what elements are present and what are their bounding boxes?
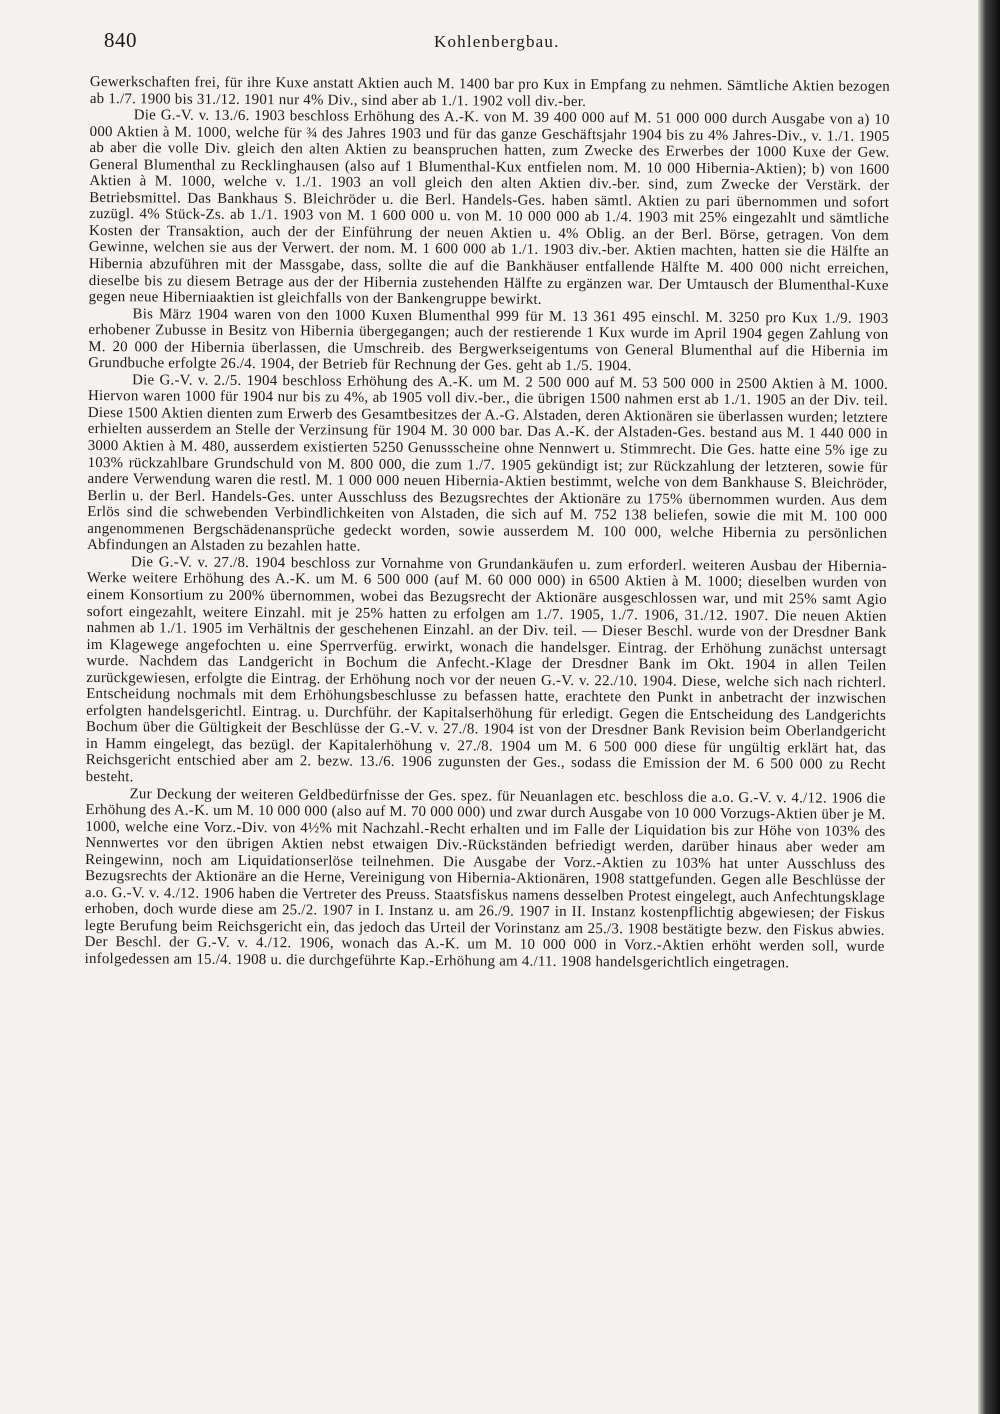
page-number: 840 <box>104 28 137 52</box>
running-head: Kohlenbergbau. <box>434 32 560 51</box>
paragraph-preference-shares-1906: Zur Deckung der weiteren Geldbedürfnisse der Ges. spez. für Neuanlagen etc. beschloss die a.o. G.-V. v. 4./12. 1906 die Erhöhung des A.-K. um M. 10 000 000 (also auf M. 70 000 000) und zwar durch Ausgabe von 10 000 Vorzugs-Aktien über je M. 1000, welche eine Vorz.-Div. von 4½% mit Nachzahl.-Recht erhalten und im Falle der Liquidation bis zur Höhe von 103% des Nennwertes vor den übrigen Aktien nebst etwaigen Div.-Rückständen befriedigt werden, darüber hinaus aber weder am Reingewinn, noch am Liquidationserlöse teilnehmen. Die Ausgabe der Vorz.-Aktien zu 103% hat unter Ausschluss des Bezugsrechts der Aktionäre an die Herne, Vereinigung von Hibernia-Aktionären, 1908 stattgefunden. Gegen alle Beschlüsse der a.o. G.-V. v. 4./12. 1906 haben die Vertreter des Preuss. Staatsfiskus namens desselben Protest eingelegt, auch Anfechtungsklage erhoben, doch wurde diese am 25./2. 1907 in I. Instanz u. am 26./9. 1907 in II. Instanz kostenpflichtig abgewiesen; der Fiskus legte Berufung beim Reichsgericht ein, das jedoch das Urteil der Vorinstanz am 25./3. 1908 bestätigte bezw. den Fiskus abwies. Der Beschl. der G.-V. v. 4./12. 1906, wonach das A.-K. um M. 10 000 000 in Vorz.-Aktien erhöht werden soll, wurde infolgedessen am 15./4. 1908 u. die durchgeführte Kap.-Erhöhung am 4./11. 1908 handelsgerichtlich eingetragen. <box>84 785 886 972</box>
paragraph-blumenthal-kuxe: Bis März 1904 waren von den 1000 Kuxen Blumenthal 999 für M. 13 361 495 einschl. M. 3250 pro Kux 1./9. 1903 erhobener Zubusse in Besitz von Hibernia übergegangen; auch der restierende 1 Kux wurde im April 1904 gegen Zahlung von M. 20 000 der Hibernia überlassen, die Umschreib. des Bergwerkseigentums von General Blumenthal auf die Hibernia im Grundbuche erfolgte 26./4. 1904, der Betrieb für Rechnung der Ges. geht ab 1./5. 1904. <box>88 305 889 375</box>
page-edge-shadow <box>978 0 1000 1414</box>
body-text <box>85 74 890 972</box>
paragraph-capital-increase-1903: Die G.-V. v. 13./6. 1903 beschloss Erhöhung des A.-K. von M. 39 400 000 auf M. 51 000 000 durch Ausgabe von a) 10 000 Aktien à M. 1000, welche für ¾ des Jahres 1903 und für das ganze Geschäftsjahr 1904 bis zu 4% Jahres-Div., v. 1./1. 1905 ab aber die volle Div. gleich den alten Aktien zu beanspruchen hatten, zum Zwecke des Erwerbes der 1000 Kuxe der Gew. General Blumenthal zu Recklinghausen (also auf 1 Blumenthal-Kux entfielen nom. M. 10 000 Hibernia-Aktien); b) von 1600 Aktien à M. 1000, welche v. 1./1. 1903 an voll gleich den alten Aktien div.-ber. sind, zum Zwecke der Verstärk. der Betriebsmittel. Das Bankhaus S. Bleichröder u. die Berl. Handels-Ges. haben sämtl. Aktien zu pari übernommen und sofort zuzügl. 4% Stück-Zs. ab 1./1. 1903 von M. 1 600 000 u. von M. 10 000 000 ab 1./4. 1903 mit 25% eingezahlt und sämtliche Kosten der Transaktion, auch der der Einführung der neuen Aktien u. 4% Oblig. an der Berl. Börse, getragen. Von dem Gewinne, welchen sie aus der Verwert. der nom. M. 1 600 000 ab 1./1. 1903 div.-ber. Aktien machten, hatten sie die Hälfte an Hibernia abzuführen mit der Massgabe, dass, sollte die auf die Bankhäuser entfallende Hälfte M. 400 000 nicht erreichen, dieselbe bis zu diesem Betrage aus der der Hibernia zustehenden Hälfte zu ergänzen war. Der Umtausch der Blumenthal-Kuxe gegen neue Hiberniaaktien ist gleichfalls von der Bankengruppe bewirkt. <box>88 107 890 308</box>
paragraph-capital-increase-1904-may: Die G.-V. v. 2./5. 1904 beschloss Erhöhung des A.-K. um M. 2 500 000 auf M. 53 500 000 in 2500 Aktien à M. 1000. Hiervon waren 1000 für 1904 nur bis zu 4%, ab 1905 voll div.-ber., die übrigen 1500 nahmen erst ab 1./1. 1905 an der Div. teil. Diese 1500 Aktien dienten zum Erwerb des Gesamtbesitzes der A.-G. Alstaden, deren Aktionären sie überlassen wurden; letztere erhielten ausserdem an Stelle der Verzinsung für 1904 M. 30 000 bar. Das A.-K. der Alstaden-Ges. bestand aus M. 1 440 000 in 3000 Aktien à M. 480, ausserdem existierten 5250 Genussscheine ohne Nennwert u. Stimmrecht. Die Ges. hatte eine 5% ige zu 103% rückzahlbare Grundschuld von M. 800 000, die zum 1./7. 1905 gekündigt ist; zur Rückzahlung der letzteren, sowie für andere Verwendung waren die restl. M. 1 000 000 neuen Hibernia-Aktien bestimmt, welche von dem Bankhause S. Bleichröder, Berlin u. der Berl. Handels-Ges. unter Ausschluss des Bezugsrechtes der Aktionäre zu 175% übernommen wurden. Aus dem Erlös sind die schwebenden Verbindlichkeiten von Alstaden, die sich auf M. 752 138 beliefen, sowie die mit M. 100 000 angenommenen Bergschädenansprüche gedeckt worden, sowie ausserdem M. 100 000, welche Hibernia zu persönlichen Abfindungen an Alstaden zu bezahlen hatte. <box>87 372 889 555</box>
paragraph-capital-increase-1904-august: Die G.-V. v. 27./8. 1904 beschloss zur Vornahme von Grundankäufen u. zum erforderl. weiteren Ausbau der Hibernia-Werke weitere Erhöhung des A.-K. um M. 6 500 000 (auf M. 60 000 000) in 6500 Aktien à M. 1000; dieselben wurden von einem Konsortium zu 200% übernommen, wobei das Bezugsrecht der Aktionäre ausgeschlossen war, und mit 25% samt Agio sofort eingezahlt, weitere Einzahl. mit je 25% hatten zu erfolgen am 1./7. 1905, 1./7. 1906, 31./12. 1907. Die neuen Aktien nahmen ab 1./1. 1905 im Verhältnis der geschehenen Einzahl. an der Div. teil. — Dieser Beschl. wurde von der Dresdner Bank im Klagewege angefochten u. eine Sperrverfüg. erwirkt, wonach die handelsger. Eintrag. der Erhöhung zunächst untersagt wurde. Nachdem das Landgericht in Bochum die Anfecht.-Klage der Dresdner Bank im Okt. 1904 in allen Teilen zurückgewiesen, erfolgte die Eintrag. der Erhöhung noch vor der neuen G.-V. v. 22./10. 1904. Diese, welche sich nach richterl. Entscheidung nochmals mit dem Erhöhungsbeschlusse zu befassen hatte, erachtete den Punkt in anbetracht der inzwischen erfolgten handelsgerichtl. Eintrag. u. Durchführ. der Kapitalserhöhung für erledigt. Gegen die Entscheidung des Landgerichts Bochum über die Gültigkeit der Beschlüsse der G.-V. v. 27./8. 1904 ist von der Dresdner Bank Revision beim Oberlandgericht in Hamm eingelegt, das bezügl. der Kapitalerhöhung v. 27./8. 1904 um M. 6 500 000 diese für ungültig erklärt hat, das Reichsgericht entschied aber am 2. bezw. 13./6. 1906 zugunsten der Ges., sodass die Emission der M. 6 500 000 zu Recht besteht. <box>85 554 888 786</box>
paragraph-continuation: Gewerkschaften frei, für ihre Kuxe anstatt Aktien auch M. 1400 bar pro Kux in Empfang zu nehmen. Sämtliche Aktien bezogen ab 1./7. 1900 bis 31./12. 1901 nur 4% Div., sind aber ab 1./1. 1902 voll div.-ber. <box>89 74 890 110</box>
page-header <box>104 28 924 58</box>
